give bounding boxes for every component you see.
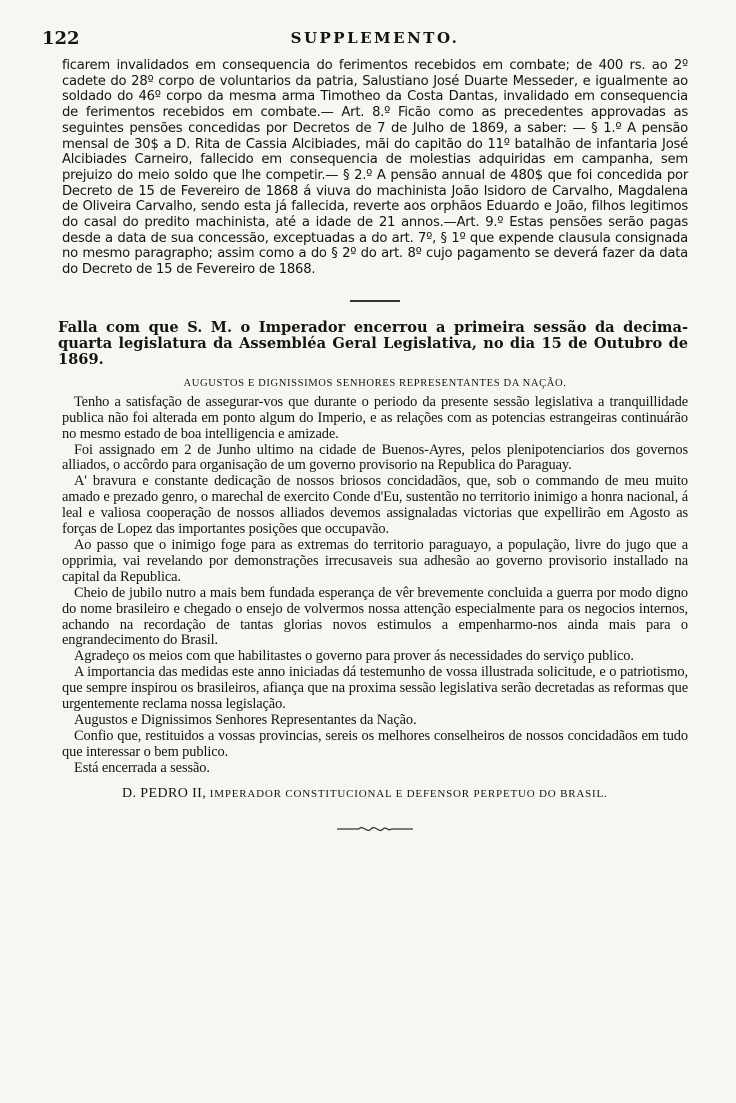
end-flourish-ornament: [335, 824, 415, 834]
signature-name: D. PEDRO II,: [122, 785, 207, 801]
page: [42, 28, 688, 834]
speech-title: Falla com que S. M. o Imperador encerrou a primeira sessão da decima-quarta legislatura da Assembléa Geral Legislativa, no dia 15 de Outubro de 1869.: [58, 318, 688, 368]
speech-paragraph: A' bravura e constante dedicação de nossos briosos concidadãos, que, sob o commando de meu muito amado e prezado genro, o marechal de exercito Conde d'Eu, sustentão no territorio inimigo a honra nacional, á leal e valiosa cooperação de nossos alliados devemos assignaladas victorias que expellirão em Agosto as forças de Lopez das importantes posições que occupavão.: [62, 473, 688, 538]
speech-salutation: AUGUSTOS E DIGNISSIMOS SENHORES REPRESENTANTES DA NAÇÃO.: [183, 377, 567, 389]
speech-paragraph: Confio que, restituidos a vossas provincias, sereis os melhores conselheiros de nossos concidadãos em tudo que interessar o bem publico.: [62, 727, 688, 760]
signature-title: IMPERADOR CONSTITUCIONAL E DEFENSOR PERPETUO DO BRASIL.: [209, 787, 608, 800]
running-head: SUPPLEMENTO.: [290, 29, 460, 47]
speech-paragraph: Cheio de jubilo nutro a mais bem fundada esperança de vêr brevemente concluida a guerra por modo digno do nome brasileiro e chegado o ensejo de volvermos nossa attenção especialmente para os negocios internos, achando na recordação de tantas glorias novos estimulos a empenharmo-nos ainda mais para o engrandecimento do Brasil.: [62, 584, 688, 649]
page-header: [42, 28, 688, 52]
continued-paragraph: ficarem invalidados em consequencia do ferimentos recebidos em combate; de 400 rs. ao 2º cadete do 28º corpo de voluntarios da patria, Salustiano José Duarte Messeder, e igualmente ao soldado do 46º corpo da mesma arma Timotheo da Costa Dantas, invalidado em consequencia de ferimentos recebidos em combate.— Art. 8.º Ficão como as precedentes approvadas as seguintes pensões concedidas por Decretos de 7 de Julho de 1869, a saber: — § 1.º A pensão mensal de 30$ a D. Rita de Cassia Alcibiades, mãi do capitão do 11º batalhão de infantaria José Alcibiades Carneiro, fallecido em consequencia de molestias adquiridas em campanha, sem prejuizo do meio soldo que lhe competir.— § 2.º A pensão annual de 480$ que foi concedida por Decreto de 15 de Fevereiro de 1868 á viuva do machinista João Isidoro de Carvalho, Magdalena de Oliveira Carvalho, sendo esta já fallecida, reverte aos orphãos Eduardo e João, filhos legitimos do casal do predito machinista, até a idade de 21 annos.—Art. 9.º Estas pensões serão pagas desde a data de sua concessão, exceptuadas a do art. 7º, § 1º que expende clausula consignada no mesmo paragrapho; assim como a do § 2º do art. 8º cujo pagamento se deverá fazer da data do Decreto de 15 de Fevereiro de 1868.: [62, 58, 688, 278]
speech-paragraph: A importancia das medidas este anno iniciadas dá testemunho de vossa illustrada solicitude, e o patriotismo, que sempre inspirou os brasileiros, afiança que na proxima sessão legislativa serão decretadas as reformas que urgentemente reclama nossa legislação.: [62, 664, 688, 713]
speech-paragraph: Foi assignado em 2 de Junho ultimo na cidade de Buenos-Ayres, pelos plenipotenciarios dos governos alliados, o accôrdo para organisação de um governo provisorio na Republica do Paraguay.: [62, 441, 688, 474]
page-number: 122: [42, 28, 80, 49]
speech-section: [58, 318, 688, 834]
speech-paragraph: Agradeço os meios com que habilitastes o governo para prover ás necessidades do serviço publico.: [74, 648, 634, 665]
signature: [122, 785, 688, 802]
speech-paragraph: Está encerrada a sessão.: [74, 759, 210, 776]
continued-text: [62, 58, 688, 278]
section-divider: [350, 300, 400, 302]
speech-paragraph: Augustos e Dignissimos Senhores Representantes da Nação.: [74, 711, 417, 728]
speech-paragraph: Ao passo que o inimigo foge para as extremas do territorio paraguayo, a população, livre do jugo que a opprimia, vai revelando por demonstrações irrecusaveis sua adhesão ao governo provisorio installado na capital da Republica.: [62, 537, 688, 585]
speech-paragraph: Tenho a satisfação de assegurar-vos que durante o periodo da presente sessão legislativa a tranquillidade publica não foi alterada em ponto algum do Imperio, e as relações com as potencias estrangeiras continuárão no mesmo estado de boa intelligencia e amizade.: [62, 393, 688, 442]
